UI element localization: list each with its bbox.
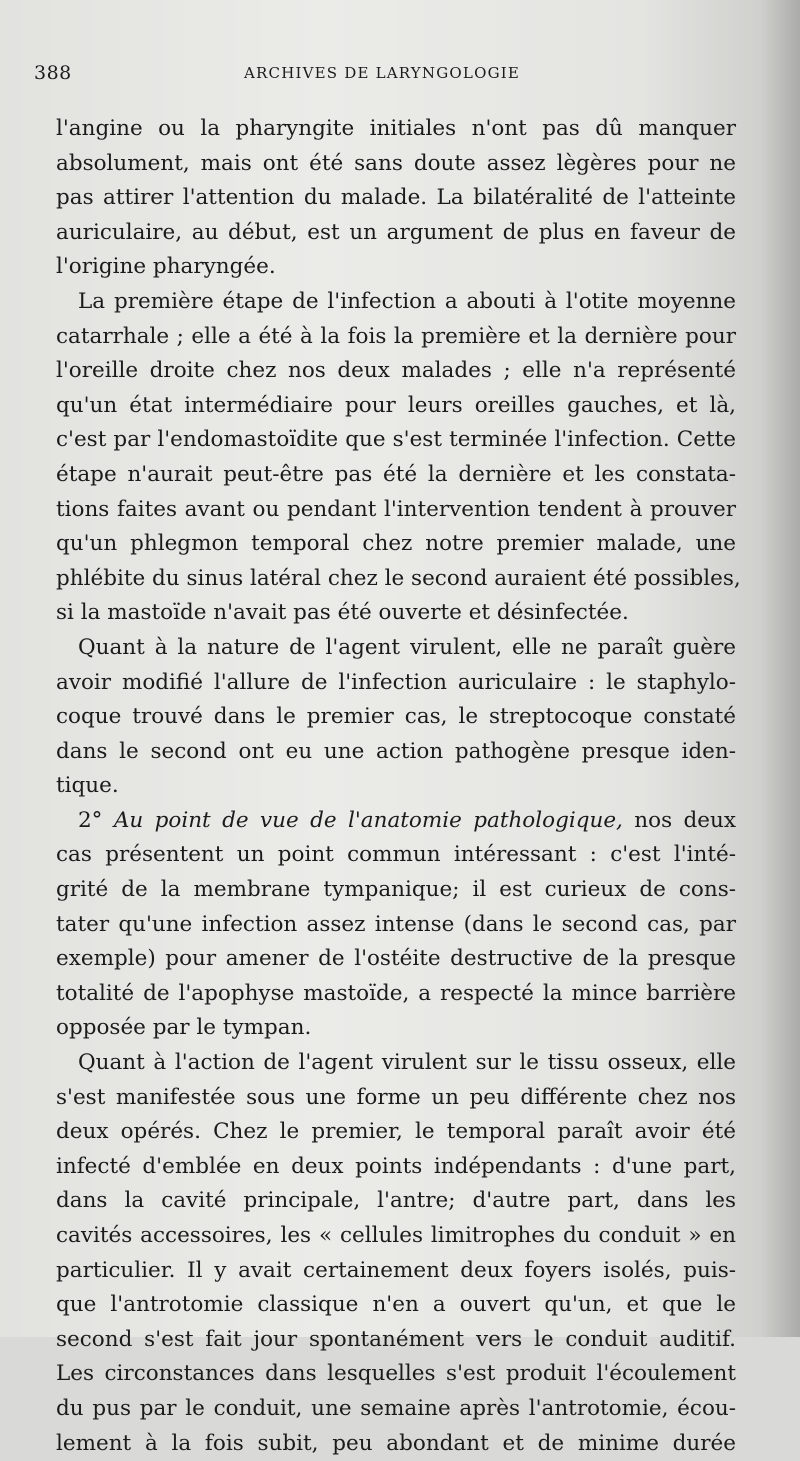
body-text xyxy=(56,112,741,1461)
text-line: pas attirer l'attention du malade. La bilatéralité de l'atteinte xyxy=(56,185,736,211)
section-number: 2° xyxy=(78,807,103,833)
text-line: absolument, mais ont été sans doute assez lègères pour ne xyxy=(56,150,736,176)
text-line: exemple) pour amener de l'ostéite destructive de la presque xyxy=(56,946,736,972)
section-heading-line xyxy=(56,804,736,839)
text-line: qu'un état intermédiaire pour leurs oreilles gauches, et là, xyxy=(56,392,736,418)
text-line: du pus par le conduit, une semaine après l'antrotomie, écou- xyxy=(56,1395,736,1421)
text-line: particulier. Il y avait certainement deux foyers isolés, puis- xyxy=(56,1257,736,1283)
text-line: cavités accessoires, les « cellules limitrophes du conduit » en xyxy=(56,1223,736,1248)
text-line: l'oreille droite chez nos deux malades ; elle n'a représenté xyxy=(56,358,736,384)
text-line: tique. xyxy=(56,773,119,799)
text-line: totalité de l'apophyse mastoïde, a respecté la mince barrière xyxy=(56,980,736,1006)
text-line: grité de la membrane tympanique; il est curieux de cons- xyxy=(56,877,736,903)
text-line: Quant à la nature de l'agent virulent, elle ne paraît guère xyxy=(78,634,736,660)
text-line: c'est par l'endomastoïdite que s'est terminée l'infection. Cette xyxy=(56,427,736,453)
text-line: cas présentent un point commun intéressant : c'est l'inté- xyxy=(56,842,736,868)
text-line: coque trouvé dans le premier cas, le streptocoque constaté xyxy=(56,704,736,730)
page-edge-shadow xyxy=(760,0,800,1337)
text-line: auriculaire, au début, est un argument de plus en faveur de xyxy=(56,219,736,245)
text-line: tater qu'une infection assez intense (dans le second cas, par xyxy=(56,911,736,937)
section-title-italic: Au point de vue de l'anatomie pathologique, xyxy=(113,807,623,833)
text-line: deux opérés. Chez le premier, le temporal paraît avoir été xyxy=(56,1119,736,1145)
text-line: avoir modifié l'allure de l'infection auriculaire : le staphylo- xyxy=(56,669,736,695)
text-line: infecté d'emblée en deux points indépendants : d'une part, xyxy=(56,1153,736,1179)
text-line: dans la cavité principale, l'antre; d'autre part, dans les xyxy=(56,1188,736,1214)
text-line: second s'est fait jour spontanément vers le conduit auditif. xyxy=(56,1326,736,1352)
text-line: étape n'aurait peut-être pas été la dernière et les constata- xyxy=(56,461,736,487)
text-line: lement à la fois subit, peu abondant et de minime durée xyxy=(56,1430,736,1456)
text-line: l'origine pharyngée. xyxy=(56,254,276,280)
text-line: l'angine ou la pharyngite initiales n'ont pas dû manquer xyxy=(56,116,736,141)
text-line: que l'antrotomie classique n'en a ouvert qu'un, et que le xyxy=(56,1292,736,1318)
page-number: 388 xyxy=(34,62,72,84)
text-line: s'est manifestée sous une forme un peu différente chez nos xyxy=(56,1084,736,1110)
text-line: phlébite du sinus latéral chez le second auraient été possibles, xyxy=(56,565,741,591)
running-head xyxy=(34,62,754,88)
text-line: si la mastoïde n'avait pas été ouverte et désinfectée. xyxy=(56,600,629,626)
text-line: tions faites avant ou pendant l'intervention tendent à prouver xyxy=(56,496,736,522)
text-line: dans le second ont eu une action pathogène presque iden- xyxy=(56,738,736,764)
text-line: Les circonstances dans lesquelles s'est produit l'écoulement xyxy=(56,1361,736,1387)
text-line: La première étape de l'infection a abouti à l'otite moyenne xyxy=(78,288,736,314)
text-line: Quant à l'action de l'agent virulent sur le tissu osseux, elle xyxy=(78,1050,736,1076)
text-line: catarrhale ; elle a été à la fois la première et la dernière pour xyxy=(56,323,736,349)
running-title: ARCHIVES DE LARYNGOLOGIE xyxy=(244,64,521,82)
section-line-rest: nos deux xyxy=(634,807,736,833)
text-line: qu'un phlegmon temporal chez notre premier malade, une xyxy=(56,531,736,557)
text-line: opposée par le tympan. xyxy=(56,1015,312,1041)
